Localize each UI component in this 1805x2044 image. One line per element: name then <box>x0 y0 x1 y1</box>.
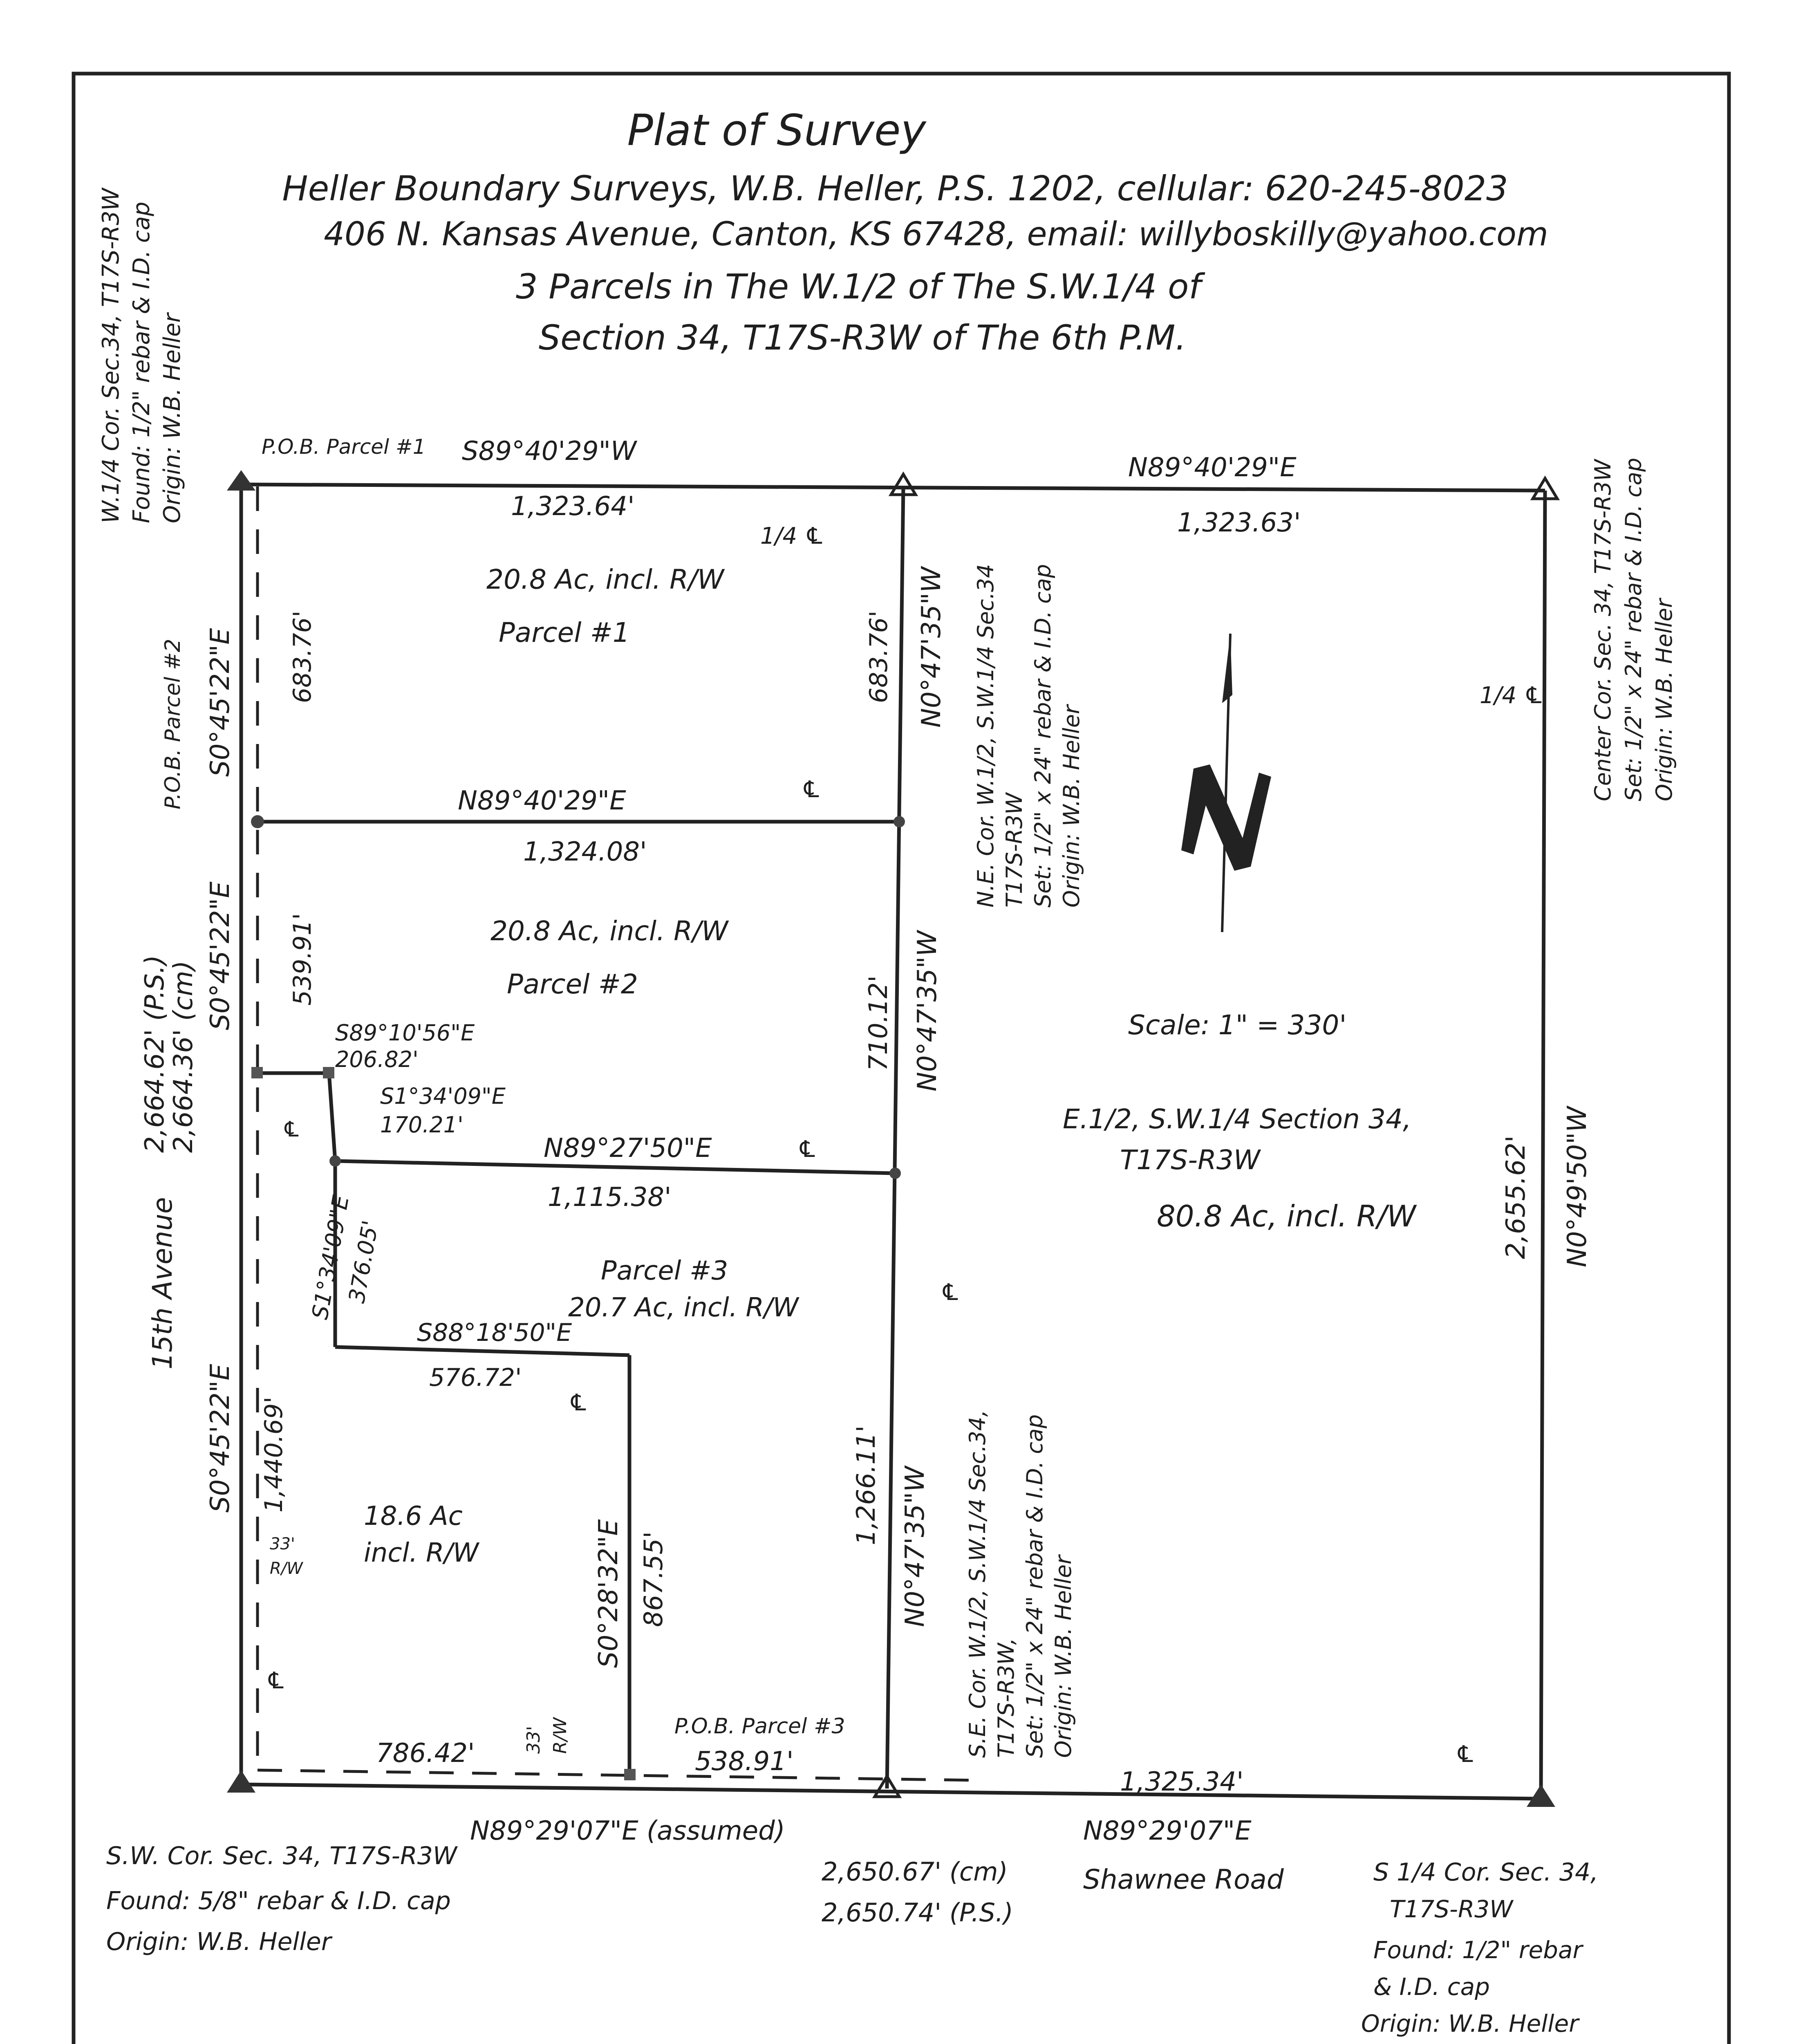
parcel1-south-distance: 1,324.08' <box>523 837 647 867</box>
center-corner-origin: Origin: W.B. Heller <box>1651 598 1677 801</box>
nw-corner-note <box>98 187 186 523</box>
parcel3-south-line <box>335 1347 629 1355</box>
west-section-line-mark: ℄ <box>266 1667 287 1694</box>
sw-corner-found: Found: 5/8" rebar & I.D. cap <box>106 1887 451 1915</box>
se-mid-corner-twp: T17S-R3W, <box>993 1638 1019 1758</box>
header <box>282 105 1548 358</box>
south-road-name: Shawnee Road <box>1083 1864 1284 1895</box>
parcel3-east-bearing: S0°28'32"E <box>593 1519 624 1668</box>
mid-lower-distance: 1,266.11' <box>851 1425 881 1545</box>
parcel3-north-distance: 1,115.38' <box>548 1182 672 1213</box>
north-arrow <box>1181 634 1271 932</box>
ne-mid-corner-note <box>973 564 1084 908</box>
ne-mid-corner-set: Set: 1/2" x 24" rebar & I.D. cap <box>1030 564 1056 908</box>
parcel3-west-distance: 376.05' <box>343 1218 384 1305</box>
mid-upper-bearing: N0°47'35"W <box>916 567 947 728</box>
ne-mid-corner-label: N.E. Cor. W.1/2, S.W.1/4 Sec.34 <box>973 564 999 908</box>
east-distance: 2,655.62' <box>1501 1135 1531 1259</box>
center-corner-note <box>1590 458 1677 801</box>
description-line-2: Section 34, T17S-R3W of The 6th P.M. <box>538 318 1187 358</box>
rebar-found-marker-2 <box>323 1067 334 1078</box>
center-corner-label: Center Cor. Sec. 34, T17S-R3W <box>1590 459 1616 801</box>
parcel3-east-distance: 867.55' <box>638 1531 668 1627</box>
mid-mid-bearing: N0°47'35"W <box>912 930 943 1091</box>
north-west-bearing: S89°40'29"W <box>462 436 637 466</box>
parcel3-south-bearing: S88°18'50"E <box>417 1318 572 1347</box>
s-quarter-corner-origin: Origin: W.B. Heller <box>1361 2010 1579 2037</box>
s-quarter-corner-label: S 1/4 Cor. Sec. 34, <box>1373 1858 1599 1887</box>
ne-mid-corner-twp: T17S-R3W <box>1001 793 1027 908</box>
se-mid-corner-note <box>965 1410 1076 1758</box>
pob-parcel1: P.O.B. Parcel #1 <box>262 435 426 459</box>
sw-corner-note <box>106 1842 458 1956</box>
west-lower-bearing: S0°45'22"E <box>205 1364 235 1513</box>
east-half-line1: E.1/2, S.W.1/4 Section 34, <box>1063 1103 1411 1135</box>
s-quarter-corner-marker <box>1527 1784 1555 1807</box>
remnant-row: incl. R/W <box>364 1538 479 1568</box>
property-line-mark-3: ℄ <box>568 1390 589 1416</box>
scale-label: Scale: 1" = 330' <box>1128 1009 1347 1041</box>
sw-corner-found-marker <box>227 1770 255 1793</box>
pob2-rebar-marker <box>251 815 264 828</box>
notch-south-distance: 170.21' <box>380 1112 464 1138</box>
ne-mid-corner-origin: Origin: W.B. Heller <box>1059 705 1084 908</box>
notch-south-bearing: S1°34'09"E <box>380 1083 506 1109</box>
mid-mid-distance: 710.12' <box>863 975 893 1071</box>
mid-lower-bearing: N0°47'35"W <box>900 1466 930 1627</box>
north-west-distance: 1,323.64' <box>511 491 635 522</box>
parcel2-name: Parcel #2 <box>507 968 638 1000</box>
west-row-rw: R/W <box>270 1559 303 1578</box>
mid-upper-distance: 683.76' <box>864 610 893 703</box>
south-total-cm: 2,650.67' (cm) <box>822 1857 1008 1887</box>
south-far-distance: 1,325.34' <box>1120 1767 1244 1797</box>
parcel1-name: Parcel #1 <box>499 617 630 648</box>
nw-corner-label: W.1/4 Cor. Sec.34, T17S-R3W <box>98 188 124 523</box>
rebar-set-marker-3 <box>329 1155 341 1167</box>
notch-top-bearing: S89°10'56"E <box>335 1020 475 1046</box>
sw-corner-label: S.W. Cor. Sec. 34, T17S-R3W <box>106 1842 457 1870</box>
surveyor-line: Heller Boundary Surveys, W.B. Heller, P.S. 1202, cellular: 620-245-8023 <box>282 168 1508 208</box>
property-line-mark-1: ℄ <box>801 776 822 803</box>
remnant-area: 18.6 Ac <box>364 1501 463 1531</box>
survey-lines <box>241 484 1545 1799</box>
parcel2-area: 20.8 Ac, incl. R/W <box>490 915 728 947</box>
south-row-line <box>258 1770 981 1780</box>
plat-title: Plat of Survey <box>627 105 926 155</box>
pob-parcel3: P.O.B. Parcel #3 <box>674 1714 845 1739</box>
mid-section-line-mark: ℄ <box>940 1279 961 1306</box>
p1-west-bearing: S0°45'22"E <box>205 628 235 777</box>
west-lower-distance: 1,440.69' <box>260 1396 288 1513</box>
west-row-33: 33' <box>270 1535 295 1553</box>
west-street-name: 15th Avenue <box>147 1197 178 1369</box>
center-corner-set: Set: 1/2" x 24" rebar & I.D. cap <box>1621 457 1646 801</box>
notch-top-distance: 206.82' <box>335 1047 419 1072</box>
sw-corner-origin: Origin: W.B. Heller <box>106 1927 331 1956</box>
description-line-1: 3 Parcels in The W.1/2 of The S.W.1/4 of <box>516 267 1201 307</box>
parcel3-south-distance: 576.72' <box>429 1363 522 1392</box>
quarter-section-mark-east: 1/4 ℄ <box>1480 682 1545 709</box>
parcel3-west-bearing: S1°34'09"E <box>307 1193 354 1322</box>
s-quarter-corner-found: Found: 1/2" rebar <box>1373 1936 1583 1964</box>
parcel3-area: 20.7 Ac, incl. R/W <box>568 1293 799 1323</box>
se-mid-corner-origin: Origin: W.B. Heller <box>1050 1555 1076 1758</box>
west-total-ps: 2,664.62' (P.S.) <box>140 955 170 1153</box>
quarter-section-mark: 1/4 ℄ <box>760 523 825 549</box>
east-half-area: 80.8 Ac, incl. R/W <box>1157 1199 1416 1233</box>
parcel1-south-bearing: N89°40'29"E <box>458 786 626 816</box>
property-line-mark-2: ℄ <box>797 1136 818 1163</box>
s-quarter-corner-twp: T17S-R3W <box>1390 1895 1513 1923</box>
se-mid-corner-label: S.E. Cor. W.1/2, S.W.1/4 Sec.34, <box>965 1410 990 1758</box>
south-row-33: 33' <box>523 1726 544 1754</box>
p2-west-bearing: S0°45'22"E <box>205 881 235 1030</box>
parcel3-name: Parcel #3 <box>601 1256 728 1286</box>
rebar-found-marker-1 <box>251 1067 263 1078</box>
p2-west-distance: 539.91' <box>288 913 317 1006</box>
pob-parcel2: P.O.B. Parcel #2 <box>161 639 185 809</box>
notch-east-line <box>329 1073 335 1161</box>
south-bearing: N89°29'07"E (assumed) <box>470 1816 785 1846</box>
s-quarter-corner-note <box>1361 1858 1598 2037</box>
east-half-line2: T17S-R3W <box>1120 1144 1261 1176</box>
nw-corner-origin: Origin: W.B. Heller <box>159 313 186 523</box>
parcel3-north-bearing: N89°27'50"E <box>544 1133 712 1163</box>
nw-corner-found: Found: 1/2" rebar & I.D. cap <box>128 202 155 523</box>
nw-corner-found-marker <box>227 470 255 491</box>
se-mid-corner-set: Set: 1/2" x 24" rebar & I.D. cap <box>1022 1414 1048 1758</box>
page-border <box>74 74 1729 2044</box>
rebar-found-marker-3 <box>624 1769 636 1780</box>
south-west-distance: 786.42' <box>376 1738 475 1768</box>
east-bearing: N0°49'50"W <box>1562 1106 1592 1267</box>
north-east-distance: 1,323.63' <box>1177 508 1301 538</box>
parcel1-area: 20.8 Ac, incl. R/W <box>486 564 724 595</box>
s-quarter-corner-cap: & I.D. cap <box>1373 1973 1490 2001</box>
south-section-line-mark: ℄ <box>1455 1741 1476 1768</box>
p1-west-distance: 683.76' <box>288 610 317 703</box>
rebar-set-marker-1 <box>894 816 905 827</box>
south-east-bearing: N89°29'07"E <box>1083 1816 1252 1846</box>
south-east-segment-distance: 538.91' <box>695 1746 794 1777</box>
north-east-bearing: N89°40'29"E <box>1128 453 1297 483</box>
rebar-set-marker-2 <box>889 1168 901 1179</box>
address-line: 406 N. Kansas Avenue, Canton, KS 67428, email: willyboskilly@yahoo.com <box>324 215 1548 253</box>
notch-pl-mark: ℄ <box>282 1117 301 1142</box>
south-total-ps: 2,650.74' (P.S.) <box>822 1898 1013 1927</box>
south-row-rw: R/W <box>550 1717 571 1754</box>
west-total-cm: 2,664.36' (cm) <box>168 960 199 1153</box>
